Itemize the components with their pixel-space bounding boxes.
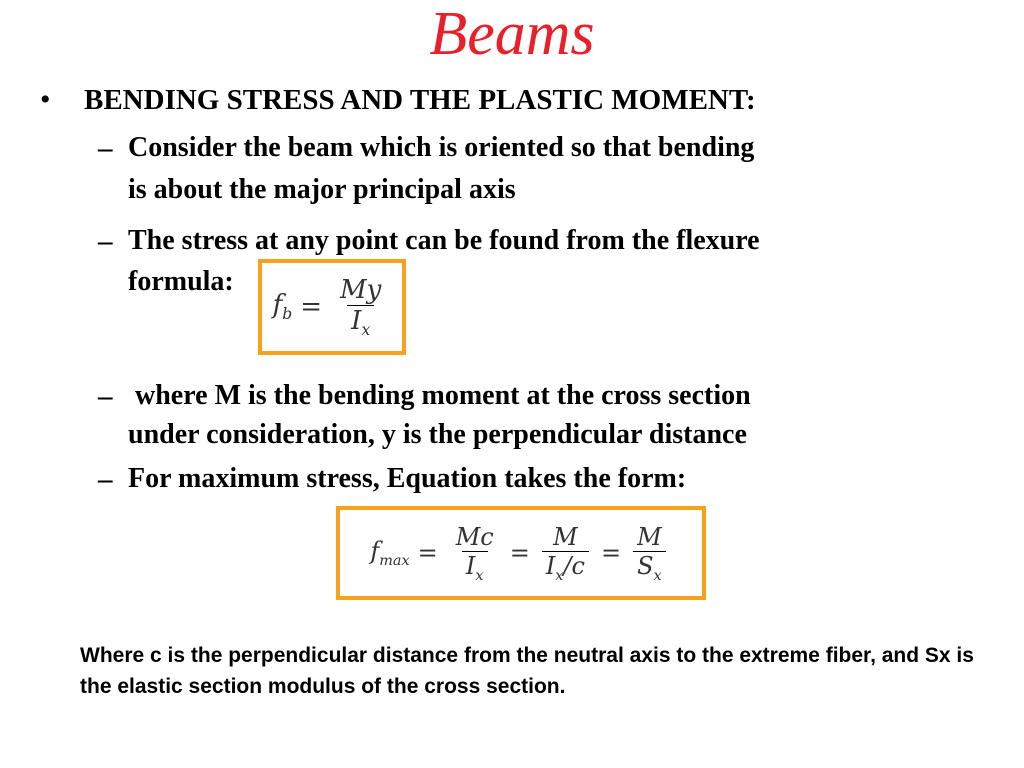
- eq-sign: =: [417, 538, 438, 567]
- flexure-formula: [273, 275, 392, 339]
- eq-lhs: $f_{max}$: [370, 537, 410, 569]
- eq-sign: =: [600, 538, 622, 567]
- dash-marker: –: [98, 132, 113, 164]
- item-4-line-1: For maximum stress, Equation takes the form:: [128, 463, 687, 494]
- item-1-line-2: is about the major principal axis: [128, 174, 516, 205]
- dash-marker: –: [98, 225, 113, 257]
- fraction: $\frac{M}{I_x/c}$: [542, 523, 589, 584]
- item-3-line-2: under consideration, y is the perpendicular distance: [128, 419, 747, 450]
- max-stress-formula-box: [336, 506, 706, 600]
- fraction: $\frac{Mc}{I_x}$: [455, 522, 494, 584]
- item-2-line-2: formula:: [128, 266, 234, 297]
- item-2-line-1: The stress at any point can be found from the flexure: [128, 225, 760, 256]
- section-heading: BENDING STRESS AND THE PLASTIC MOMENT:: [84, 84, 756, 116]
- dash-marker: –: [98, 380, 113, 412]
- eq-sign: =: [300, 292, 323, 322]
- fraction: $\frac{M}{S_x}$: [633, 523, 666, 584]
- fraction: $\frac{My}{I_x}$: [340, 274, 382, 340]
- bullet-marker: •: [40, 83, 51, 116]
- slide-title: Beams: [429, 0, 595, 68]
- eq-lhs: $f_b$: [272, 290, 293, 324]
- eq-sign: =: [509, 538, 530, 567]
- item-1-line-1: Consider the beam which is oriented so that bending: [128, 132, 755, 163]
- item-3-line-1: where M is the bending moment at the cross section: [128, 380, 751, 411]
- flexure-formula-box: [258, 259, 406, 355]
- dash-marker: –: [98, 463, 113, 495]
- max-stress-formula: [370, 523, 671, 584]
- explanatory-note: Where c is the perpendicular distance from the neutral axis to the extreme fiber, and Sx is the elastic section modulus of the cross section.: [80, 644, 974, 698]
